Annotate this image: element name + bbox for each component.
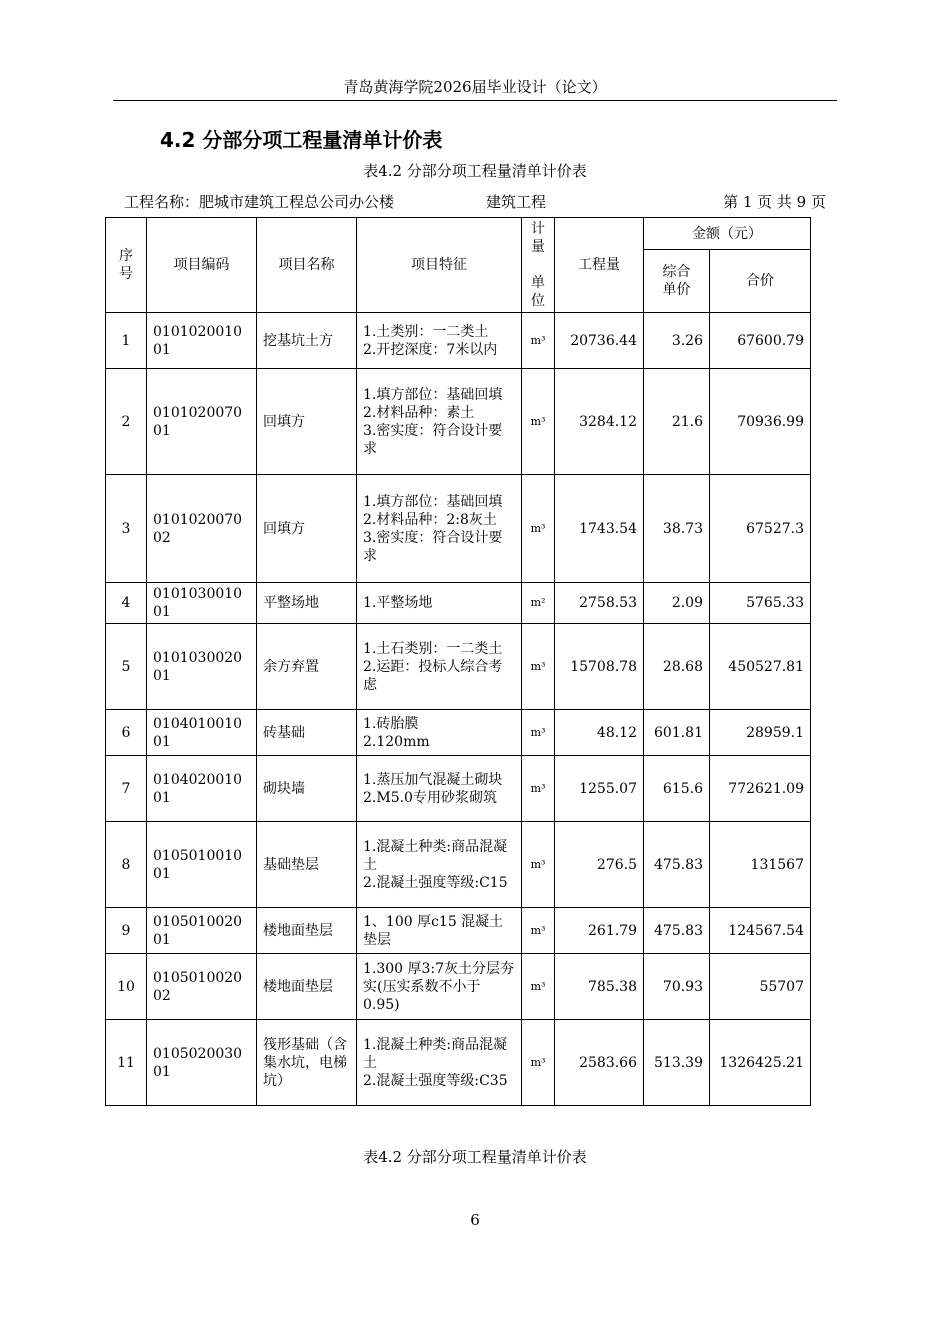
cell-unit-price: 615.6 — [644, 756, 710, 822]
cell-features: 1.300 厚3:7灰土分层夯实(压实系数不小于0.95) — [357, 954, 522, 1020]
cell-features: 1、100 厚c15 混凝土垫层 — [357, 908, 522, 954]
cell-features: 1.土石类别：一二类土 2.运距：投标人综合考虑 — [357, 624, 522, 710]
header-total: 合价 — [710, 250, 811, 313]
table-row — [106, 475, 811, 583]
cell-unit: m³ — [522, 908, 555, 954]
table-row — [106, 822, 811, 908]
header-no: 序 号 — [106, 218, 147, 313]
cell-unit-price: 38.73 — [644, 475, 710, 583]
cell-name: 挖基坑土方 — [257, 313, 357, 369]
header-features: 项目特征 — [357, 218, 522, 313]
cell-name: 砌块墙 — [257, 756, 357, 822]
cell-quantity: 48.12 — [555, 710, 644, 756]
cell-name: 楼地面垫层 — [257, 954, 357, 1020]
cell-code: 010401001001 — [147, 710, 257, 756]
cell-quantity: 785.38 — [555, 954, 644, 1020]
cell-no: 5 — [106, 624, 147, 710]
table-row — [106, 710, 811, 756]
cell-unit: m³ — [522, 822, 555, 908]
cell-unit: m³ — [522, 313, 555, 369]
cell-unit: m³ — [522, 624, 555, 710]
cell-unit-price: 3.26 — [644, 313, 710, 369]
cell-features: 1.混凝土种类:商品混凝土 2.混凝土强度等级:C35 — [357, 1020, 522, 1106]
section-heading: 4.2 分部分项工程量清单计价表 — [160, 128, 443, 152]
cell-unit: m³ — [522, 475, 555, 583]
cell-code: 010502003001 — [147, 1020, 257, 1106]
table-row — [106, 908, 811, 954]
cell-features: 1.填方部位：基础回填 2.材料品种：2:8灰土 3.密实度：符合设计要求 — [357, 475, 522, 583]
cell-total: 124567.54 — [710, 908, 811, 954]
cell-name: 筏形基础（含集水坑，电梯坑） — [257, 1020, 357, 1106]
cell-total: 1326425.21 — [710, 1020, 811, 1106]
cell-unit: m³ — [522, 1020, 555, 1106]
table-row — [106, 954, 811, 1020]
cell-code: 010501002001 — [147, 908, 257, 954]
cell-unit: m² — [522, 583, 555, 624]
header-quantity: 工程量 — [555, 218, 644, 313]
header-code: 项目编码 — [147, 218, 257, 313]
cell-code: 010501001001 — [147, 822, 257, 908]
page-number: 6 — [470, 1211, 480, 1229]
cell-no: 4 — [106, 583, 147, 624]
cell-name: 平整场地 — [257, 583, 357, 624]
cell-unit: m³ — [522, 369, 555, 475]
cell-unit: m³ — [522, 710, 555, 756]
project-name: 工程名称：肥城市建筑工程总公司办公楼 — [124, 193, 395, 211]
cell-total: 67600.79 — [710, 313, 811, 369]
cell-features: 1.混凝土种类:商品混凝土 2.混凝土强度等级:C15 — [357, 822, 522, 908]
cell-no: 7 — [106, 756, 147, 822]
bill-of-quantities-table — [105, 217, 811, 1106]
header-unit-price: 综合 单价 — [644, 250, 710, 313]
cell-code: 010501002002 — [147, 954, 257, 1020]
cell-code: 010402001001 — [147, 756, 257, 822]
bottom-caption: 表4.2 分部分项工程量清单计价表 — [363, 1148, 587, 1166]
cell-quantity: 3284.12 — [555, 369, 644, 475]
header-name: 项目名称 — [257, 218, 357, 313]
cell-total: 772621.09 — [710, 756, 811, 822]
table-row — [106, 583, 811, 624]
header-amount: 金额（元） — [644, 218, 811, 250]
table-body — [106, 313, 811, 1106]
cell-quantity: 2583.66 — [555, 1020, 644, 1106]
cell-quantity: 2758.53 — [555, 583, 644, 624]
cell-features: 1.蒸压加气混凝土砌块 2.M5.0专用砂浆砌筑 — [357, 756, 522, 822]
cell-no: 10 — [106, 954, 147, 1020]
cell-no: 1 — [106, 313, 147, 369]
cell-no: 2 — [106, 369, 147, 475]
cell-features: 1.土类别：一二类土 2.开挖深度：7米以内 — [357, 313, 522, 369]
cell-no: 8 — [106, 822, 147, 908]
table-row — [106, 313, 811, 369]
cell-quantity: 1743.54 — [555, 475, 644, 583]
cell-unit-price: 21.6 — [644, 369, 710, 475]
cell-no: 9 — [106, 908, 147, 954]
cell-unit-price: 2.09 — [644, 583, 710, 624]
table-row — [106, 624, 811, 710]
project-category: 建筑工程 — [486, 193, 547, 211]
page-info: 第 1 页 共 9 页 — [723, 193, 826, 211]
cell-quantity: 15708.78 — [555, 624, 644, 710]
header-rule — [113, 100, 837, 101]
cell-code: 010102001001 — [147, 313, 257, 369]
cell-quantity: 20736.44 — [555, 313, 644, 369]
cell-unit-price: 475.83 — [644, 908, 710, 954]
cell-features: 1.平整场地 — [357, 583, 522, 624]
cell-total: 28959.1 — [710, 710, 811, 756]
cell-total: 5765.33 — [710, 583, 811, 624]
cell-unit-price: 28.68 — [644, 624, 710, 710]
cell-unit-price: 475.83 — [644, 822, 710, 908]
cell-code: 010102007001 — [147, 369, 257, 475]
cell-name: 基础垫层 — [257, 822, 357, 908]
cell-quantity: 1255.07 — [555, 756, 644, 822]
cell-name: 回填方 — [257, 475, 357, 583]
cell-total: 55707 — [710, 954, 811, 1020]
cell-total: 450527.81 — [710, 624, 811, 710]
cell-quantity: 261.79 — [555, 908, 644, 954]
cell-code: 010103001001 — [147, 583, 257, 624]
cell-code: 010102007002 — [147, 475, 257, 583]
cell-code: 010103002001 — [147, 624, 257, 710]
cell-unit: m³ — [522, 756, 555, 822]
cell-name: 余方弃置 — [257, 624, 357, 710]
cell-no: 6 — [106, 710, 147, 756]
cell-features: 1.填方部位：基础回填 2.材料品种：素土 3.密实度：符合设计要求 — [357, 369, 522, 475]
cell-features: 1.砖胎膜 2.120mm — [357, 710, 522, 756]
header-unit: 计 量 单 位 — [522, 218, 555, 313]
cell-unit-price: 70.93 — [644, 954, 710, 1020]
table-row — [106, 369, 811, 475]
cell-name: 砖基础 — [257, 710, 357, 756]
cell-name: 楼地面垫层 — [257, 908, 357, 954]
cell-total: 70936.99 — [710, 369, 811, 475]
table-row — [106, 1020, 811, 1106]
table-row — [106, 756, 811, 822]
cell-name: 回填方 — [257, 369, 357, 475]
cell-total: 131567 — [710, 822, 811, 908]
cell-unit-price: 601.81 — [644, 710, 710, 756]
cell-no: 11 — [106, 1020, 147, 1106]
cell-quantity: 276.5 — [555, 822, 644, 908]
cell-unit: m³ — [522, 954, 555, 1020]
cell-total: 67527.3 — [710, 475, 811, 583]
cell-no: 3 — [106, 475, 147, 583]
cell-unit-price: 513.39 — [644, 1020, 710, 1106]
page-header: 青岛黄海学院2026届毕业设计（论文） — [343, 78, 607, 96]
table-caption: 表4.2 分部分项工程量清单计价表 — [363, 162, 587, 180]
